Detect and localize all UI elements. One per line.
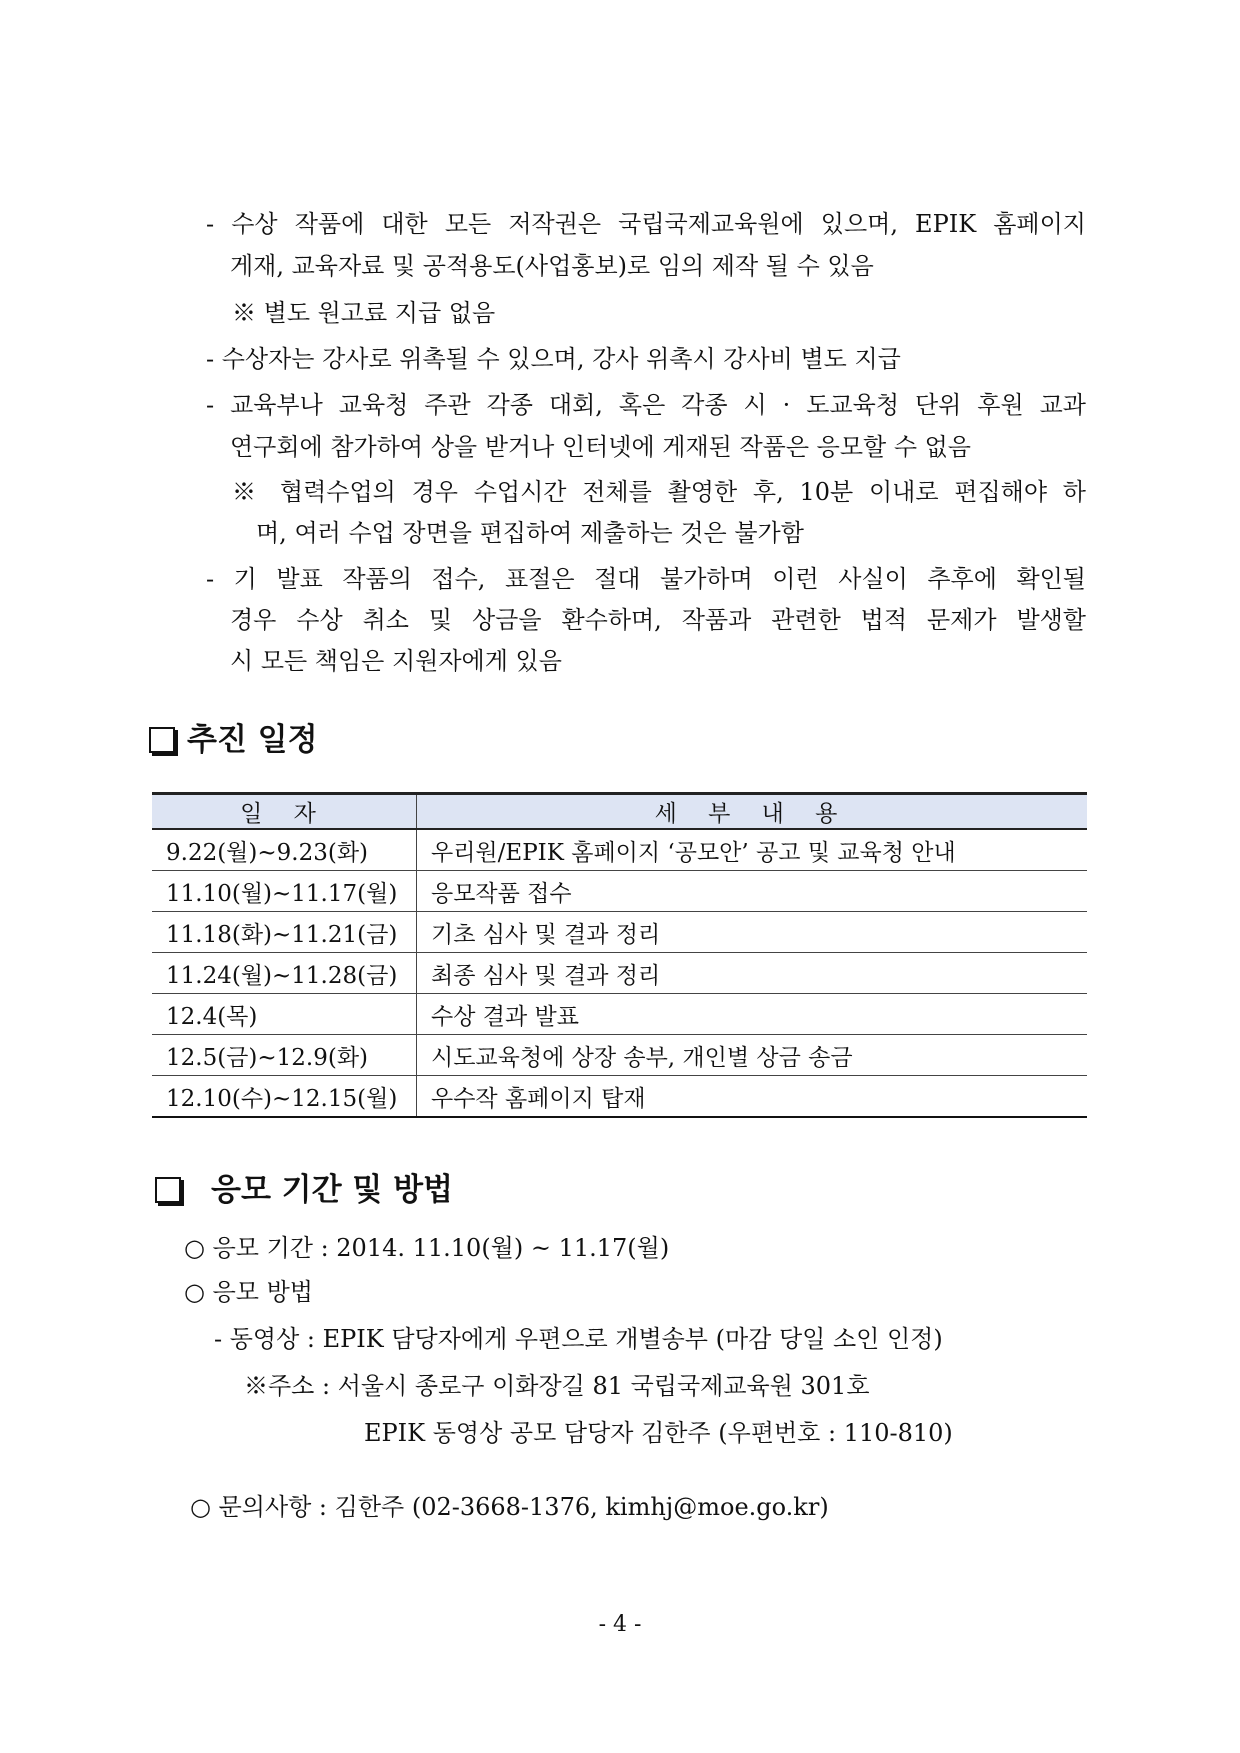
application-heading: 응모 기간 및 방법 [211,1172,453,1208]
row-detail: 응모작품 접수 [417,871,1088,912]
restriction-line-2: 연구회에 참가하여 상을 받거나 인터넷에 게재된 작품은 응모할 수 없음 [230,433,971,461]
row-detail: 최종 심사 및 결과 정리 [417,953,1088,994]
row-detail: 우수작 홈페이지 탑재 [417,1076,1088,1118]
row-detail: 기초 심사 및 결과 정리 [417,912,1088,953]
application-period: ○ 응모 기간 : 2014. 11.10(월) ~ 11.17(월) [184,1234,670,1262]
schedule-heading: 추진 일정 [187,722,318,758]
application-address: ※주소 : 서울시 종로구 이화장길 81 국립국제교육원 301호 [244,1372,870,1400]
table-row [152,994,1087,1035]
plagiarism-line-3: 시 모든 책임은 지원자에게 있음 [230,647,562,675]
col-date-header: 일 자 [152,794,417,830]
row-date: 11.24(월)~11.28(금) [152,953,417,994]
plagiarism-line-2: 경우 수상 취소 및 상금을 환수하며, 작품과 관련한 법적 문제가 발생할 [230,606,1086,634]
checkbox-square-icon [155,1177,181,1203]
table-row [152,1076,1087,1118]
application-recipient: EPIK 동영상 공모 담당자 김한주 (우편번호 : 110-810) [364,1419,953,1447]
table-row [152,829,1087,871]
coop-note-line-2: 며, 여러 수업 장면을 편집하여 제출하는 것은 불가함 [256,519,804,547]
copyright-note: ※ 별도 원고료 지급 없음 [232,299,496,327]
application-video: - 동영상 : EPIK 담당자에게 우편으로 개별송부 (마감 당일 소인 인정) [214,1325,943,1353]
row-detail: 우리원/EPIK 홈페이지 ‘공모안’ 공고 및 교육청 안내 [417,829,1088,871]
col-detail-header: 세 부 내 용 [417,794,1088,830]
row-date: 12.4(목) [152,994,417,1035]
table-row [152,912,1087,953]
coop-note-line-1: ※ 협력수업의 경우 수업시간 전체를 촬영한 후, 10분 이내로 편집해야 하 [232,478,1086,506]
page-number: - 4 - [598,1612,642,1637]
row-date: 12.5(금)~12.9(화) [152,1035,417,1076]
application-method: ○ 응모 방법 [184,1278,313,1306]
row-date: 9.22(월)~9.23(화) [152,829,417,871]
row-date: 12.10(수)~12.15(월) [152,1076,417,1118]
row-date: 11.10(월)~11.17(월) [152,871,417,912]
plagiarism-line-1: - 기 발표 작품의 접수, 표절은 절대 불가하며 이런 사실이 추후에 확인될 [206,565,1086,593]
table-row [152,1035,1087,1076]
table-header-row [152,794,1087,830]
row-detail: 수상 결과 발표 [417,994,1088,1035]
schedule-table [152,792,1087,1118]
copyright-line-1: - 수상 작품에 대한 모든 저작권은 국립국제교육원에 있으며, EPIK 홈페이지 [206,210,1086,238]
lecturer-note: - 수상자는 강사로 위촉될 수 있으며, 강사 위촉시 강사비 별도 지급 [206,345,901,373]
restriction-line-1: - 교육부나 교육청 주관 각종 대회, 혹은 각종 시 · 도교육청 단위 후원 교과 [206,391,1086,419]
copyright-line-2: 게재, 교육자료 및 공적용도(사업홍보)로 임의 제작 될 수 있음 [230,252,874,280]
table-row [152,953,1087,994]
application-inquiry: ○ 문의사항 : 김한주 (02-3668-1376, kimhj@moe.go.kr) [190,1493,829,1521]
table-row [152,871,1087,912]
row-date: 11.18(화)~11.21(금) [152,912,417,953]
checkbox-square-icon [149,727,175,753]
row-detail: 시도교육청에 상장 송부, 개인별 상금 송금 [417,1035,1088,1076]
